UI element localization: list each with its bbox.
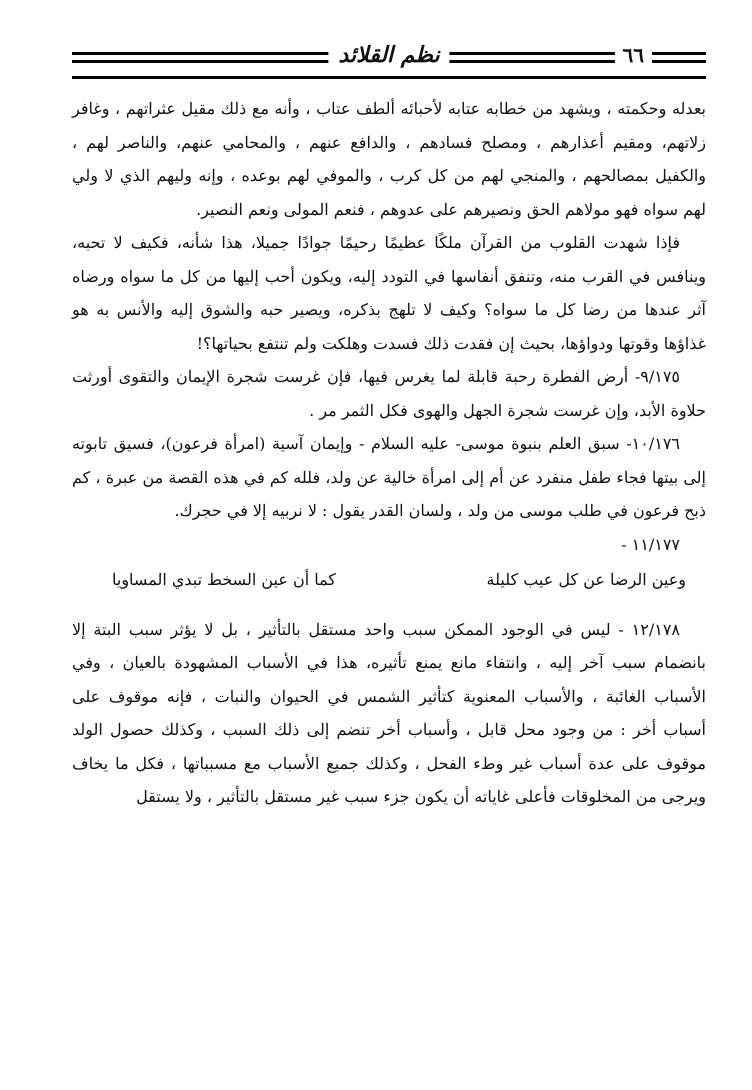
poetry-verse [72, 563, 706, 597]
paragraph-176: ١٠/١٧٦- سبق العلم بنبوة موسى- عليه السلام - وإيمان آسية (امرأة فرعون)، فسيق تابوته إلى بيتها فجاء طفل منفرد عن أم إلى امرأة خالية عن ولد، فلله كم في هذه القصة من عبرة ، كم ذبح فرعون في طلب موسى من ولد ، ولسان القدر يقول : لا نربيه إلا في حجرك. [72, 434, 706, 520]
paragraph-177-heading: ١١/١٧٧ - [621, 534, 680, 554]
paragraph-2: فإذا شهدت القلوب من القرآن ملكًا عظيمًا رحيمًا جوادًا جميلا، هذا شأنه، فكيف لا تحبه، وينافس في القرب منه، وتنفق أنفاسها في التودد إليه، ويكون أحب إليها من كل ما سواه ورضاه آثر عندها من رضا كل ما سواه؟ وكيف لا تلهج بذكره، ويصير حبه والشوق إليه والأنس به هو غذاؤها وقوتها ودواؤها، بحيث إن فقدت ذلك فسدت وهلكت ولم تنتفع بحياتها؟! [72, 233, 707, 353]
paragraph-178: ١٢/١٧٨ - ليس في الوجود الممكن سبب واحد مستقل بالتأثير ، بل لا يؤثر سبب البتة إلا بانضمام سبب آخر إليه ، وانتفاء مانع يمنع تأثيره، هذا في الأسباب المشهودة بالعيان ، وفي الأسباب الغائبة ، والأسباب المعنوية كتأثير الشمس في الحيوان والنبات ، فإنه موقوف على أسباب أخر : من وجود محل قابل ، وأسباب أخر تنضم إلى ذلك السبب ، وكذلك حصول الولد موقوف على عدة أسباب غير وطء الفحل ، وكذلك جميع الأسباب مع مسبباتها ، فكل ما يخاف ويرجى من المخلوقات فأعلى غاياته أن يكون جزء سبب غير مستقل بالتأثير ، ولا يستقل [72, 619, 706, 806]
verse-first-hemistich: وعين الرضا عن كل عيب كليلة [486, 570, 686, 589]
verse-second-hemistich: كما أن عين السخط تبدي المساويا [112, 570, 337, 589]
page-body [72, 92, 706, 814]
running-title: نظم القلائد [328, 40, 449, 70]
header-rule-bottom [72, 76, 706, 79]
page-header [72, 40, 706, 84]
paragraph-175: ٩/١٧٥- أرض الفطرة رحبة قابلة لما يغرس فيها، فإن غرست شجرة الإيمان والتقوى أورثت حلاوة الأبد، وإن غرست شجرة الجهل والهوى فكل الثمر مر . [72, 367, 706, 420]
paragraph-1: بعدله وحكمته ، ويشهد من خطابه عتابه لأحبائه ألطف عتاب ، وأنه مع ذلك مقيل عثراتهم ، وغافر زلاتهم، ومقيم أعذارهم ، ومصلح فسادهم ، والدافع عنهم ، والمحامي عنهم، والناصر لهم ، والكفيل بمصالحهم ، والمنجي لهم من كل كرب ، والموفي لهم بوعده ، وإنه وليهم الذي لا ولي لهم سواه فهو مولاهم الحق ونصيرهم على عدوهم ، فنعم المولى ونعم النصير. [72, 99, 706, 219]
page-number: ٦٦ [615, 40, 652, 70]
